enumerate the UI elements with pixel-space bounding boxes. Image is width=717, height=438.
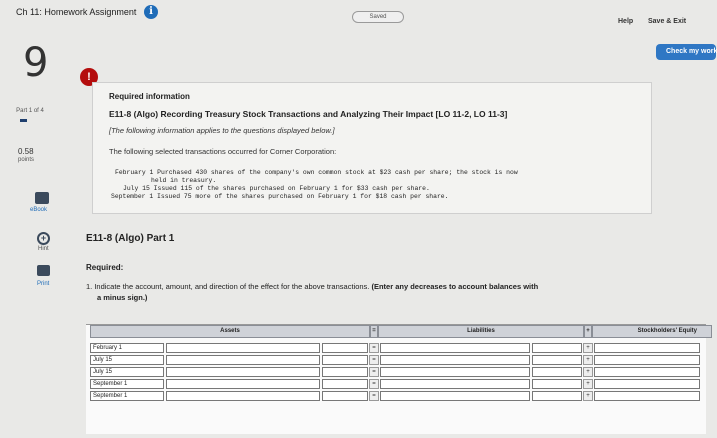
instruction-bold: (Enter any decreases to account balances with xyxy=(371,282,539,291)
equals-sign: = xyxy=(369,379,379,389)
required-label: Required: xyxy=(86,263,124,272)
liabilities-account-input[interactable] xyxy=(380,379,530,389)
liabilities-amount-input[interactable] xyxy=(532,391,582,401)
date-cell: September 1 xyxy=(90,391,164,401)
print-link[interactable]: Print xyxy=(37,281,50,287)
points-value: 0.58 xyxy=(18,147,34,156)
liabilities-amount-input[interactable] xyxy=(532,355,582,365)
equity-account-input[interactable] xyxy=(594,355,700,365)
equals-sign: = xyxy=(369,343,379,353)
liabilities-account-input[interactable] xyxy=(380,343,530,353)
plus-sign: + xyxy=(583,343,593,353)
problem-title: E11-8 (Algo) Recording Treasury Stock Transactions and Analyzing Their Impact [LO 11-2, LO 11-3] xyxy=(109,109,508,119)
transaction-line: February 1 Purchased 430 shares of the company's own common stock at $23 cash per share; the stock is now xyxy=(115,169,518,176)
date-cell: February 1 xyxy=(90,343,164,353)
plus-sign: + xyxy=(583,367,593,377)
part-indicator: Part 1 of 4 xyxy=(16,108,44,114)
equals-sign: = xyxy=(369,391,379,401)
transaction-line: September 1 Issued 75 more of the shares purchased on February 1 for $18 cash per share. xyxy=(111,193,449,200)
equals-header: = xyxy=(370,325,378,338)
stockholders-equity-header: Stockholders' Equity xyxy=(592,325,712,338)
plus-header: + xyxy=(584,325,592,338)
assets-account-input[interactable] xyxy=(166,355,320,365)
liabilities-account-input[interactable] xyxy=(380,355,530,365)
instruction-prefix: 1. Indicate the account, amount, and direction of the effect for the above transactions. xyxy=(86,282,370,291)
help-button[interactable]: Help xyxy=(618,18,634,25)
equity-account-input[interactable] xyxy=(594,379,700,389)
liabilities-account-input[interactable] xyxy=(380,367,530,377)
equity-account-input[interactable] xyxy=(594,343,700,353)
plus-sign: + xyxy=(583,391,593,401)
accounting-equation-table xyxy=(86,324,706,434)
ebook-icon[interactable] xyxy=(35,192,49,204)
instruction-continuation: a minus sign.) xyxy=(97,293,148,302)
assignment-title: Ch 11: Homework Assignment xyxy=(16,7,137,17)
required-info-heading: Required information xyxy=(109,92,190,101)
saved-status: Saved xyxy=(352,11,404,23)
transaction-line: held in treasury. xyxy=(151,177,217,184)
top-bar xyxy=(0,0,700,34)
assets-account-input[interactable] xyxy=(166,343,320,353)
info-icon[interactable]: i xyxy=(144,5,158,19)
liabilities-amount-input[interactable] xyxy=(532,379,582,389)
equals-sign: = xyxy=(369,355,379,365)
hint-icon[interactable]: + xyxy=(37,232,50,245)
liabilities-amount-input[interactable] xyxy=(532,367,582,377)
print-icon[interactable] xyxy=(37,265,50,276)
assets-amount-input[interactable] xyxy=(322,367,368,377)
check-my-work-button[interactable]: Check my work xyxy=(656,44,716,60)
assets-account-input[interactable] xyxy=(166,391,320,401)
problem-note: [The following information applies to the questions displayed below.] xyxy=(109,126,335,135)
points-label: points xyxy=(18,157,35,163)
date-cell: September 1 xyxy=(90,379,164,389)
hint-link[interactable]: Hint xyxy=(38,246,49,252)
instruction-text xyxy=(86,282,538,291)
assets-amount-input[interactable] xyxy=(322,355,368,365)
part-progress-bar xyxy=(20,119,27,122)
assets-amount-input[interactable] xyxy=(322,391,368,401)
equity-account-input[interactable] xyxy=(594,391,700,401)
question-number: 9 xyxy=(23,40,49,86)
liabilities-header: Liabilities xyxy=(378,325,584,338)
alert-icon: ! xyxy=(80,68,98,86)
equity-account-input[interactable] xyxy=(594,367,700,377)
assets-account-input[interactable] xyxy=(166,367,320,377)
required-information-panel xyxy=(92,82,652,214)
transaction-line: July 15 Issued 115 of the shares purchased on February 1 for $33 cash per share. xyxy=(123,185,430,192)
problem-intro: The following selected transactions occurred for Corner Corporation: xyxy=(109,147,337,156)
date-cell: July 15 xyxy=(90,355,164,365)
liabilities-account-input[interactable] xyxy=(380,391,530,401)
part-title: E11-8 (Algo) Part 1 xyxy=(86,233,175,244)
plus-sign: + xyxy=(583,355,593,365)
assets-header: Assets xyxy=(90,325,370,338)
ebook-link[interactable]: eBook xyxy=(30,207,48,213)
save-exit-button[interactable]: Save & Exit xyxy=(648,18,687,25)
liabilities-amount-input[interactable] xyxy=(532,343,582,353)
assets-amount-input[interactable] xyxy=(322,343,368,353)
plus-sign: + xyxy=(583,379,593,389)
date-cell: July 15 xyxy=(90,367,164,377)
equals-sign: = xyxy=(369,367,379,377)
assets-amount-input[interactable] xyxy=(322,379,368,389)
assets-account-input[interactable] xyxy=(166,379,320,389)
